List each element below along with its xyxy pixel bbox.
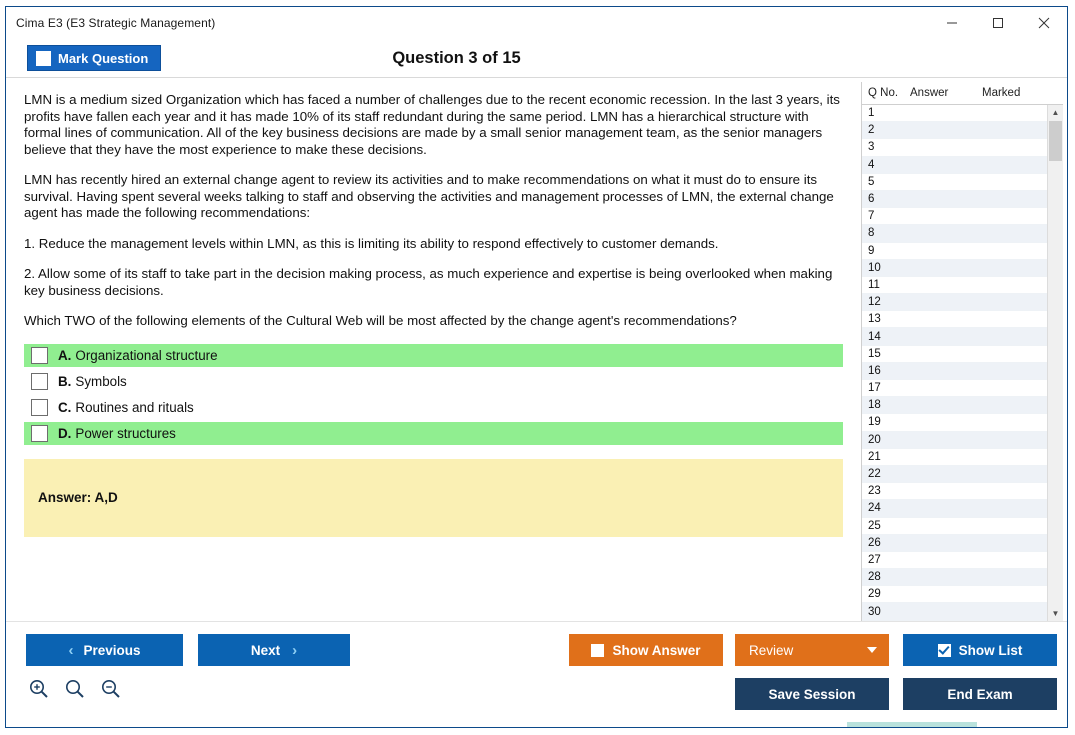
table-row[interactable] [862,397,1047,414]
question-paragraph: LMN is a medium sized Organization which has faced a number of challenges due to the recent economic recession. In the last 3 years, its profits have fallen each year and it has made 10% of its staff redundant during the same period. LMN has a hierarchical structure with formal lines of communication. All of the key business decisions are made by a small senior management team, as the senior managers believe that they have the most experience to make these decisions. [24,92,840,157]
row-question-number: 15 [868,347,881,360]
question-paragraph: LMN has recently hired an external change agent to review its activities and to make recommendations on what it must do to ensure its survival. Having spent several weeks talking to staff and observing the activities and management processes of LMN, the external change agent has made the following recommendations: [24,172,834,220]
row-question-number: 12 [868,296,881,309]
option-c-checkbox[interactable] [31,399,48,416]
question-content [6,78,861,621]
table-row[interactable] [862,363,1047,380]
row-question-number: 9 [868,244,875,257]
show-answer-button[interactable] [569,634,723,666]
option-b-checkbox[interactable] [31,373,48,390]
row-question-number: 18 [868,399,881,412]
table-row[interactable] [862,294,1047,311]
table-row[interactable] [862,432,1047,449]
option-b-letter: B. [58,373,72,389]
option-a[interactable] [24,344,843,367]
table-row[interactable] [862,277,1047,294]
table-row[interactable] [862,328,1047,345]
chevron-left-icon: ‹ [68,641,74,659]
question-list-body [862,105,1063,621]
header-band [6,39,1067,78]
review-dropdown[interactable] [735,634,889,666]
end-exam-button[interactable] [903,678,1057,710]
question-pane [6,78,861,621]
row-question-number: 7 [868,210,875,223]
table-row[interactable] [862,518,1047,535]
table-row[interactable] [862,105,1047,122]
row-question-number: 29 [868,588,881,601]
question-list-scrollbar[interactable] [1047,105,1063,621]
chevron-down-icon [867,647,877,653]
row-question-number: 26 [868,536,881,549]
answer-panel [24,459,843,537]
row-question-number: 5 [868,175,875,188]
row-question-number: 10 [868,261,881,274]
option-d-text: Power structures [75,425,176,441]
option-a-letter: A. [58,347,72,363]
table-row[interactable] [862,466,1047,483]
footer-toolbar [6,621,1067,727]
table-row[interactable] [862,500,1047,517]
row-question-number: 3 [868,141,875,154]
minimize-icon [946,17,958,29]
question-paragraph: Which TWO of the following elements of the Cultural Web will be most affected by the change agent's recommendations? [24,313,737,328]
page-title: Question 3 of 15 [392,48,521,67]
window-controls [929,7,1067,39]
row-question-number: 16 [868,364,881,377]
show-list-checkbox-icon[interactable] [938,644,951,657]
table-row[interactable] [862,174,1047,191]
mark-question-button[interactable] [27,45,161,71]
table-row[interactable] [862,535,1047,552]
maximize-icon [992,17,1004,29]
scrollbar-thumb[interactable] [1049,121,1062,161]
table-row[interactable] [862,260,1047,277]
column-header-qno: Q No. [868,87,899,99]
zoom-in-icon[interactable] [28,678,50,700]
scroll-up-button[interactable]: ▲ [1048,105,1063,120]
question-list[interactable] [862,105,1047,621]
decorative-strip [847,722,977,727]
option-c-letter: C. [58,399,72,415]
row-question-number: 24 [868,502,881,515]
table-row[interactable] [862,346,1047,363]
mark-question-label: Mark Question [58,50,149,66]
next-label: Next [250,642,281,658]
option-d[interactable] [24,422,843,445]
option-d-letter: D. [58,425,72,441]
save-session-label: Save Session [768,686,856,702]
table-row[interactable] [862,380,1047,397]
show-answer-label: Show Answer [612,642,701,658]
row-question-number: 14 [868,330,881,343]
close-icon [1038,17,1050,29]
table-row[interactable] [862,208,1047,225]
table-row[interactable] [862,225,1047,242]
table-row[interactable] [862,191,1047,208]
option-b[interactable] [24,370,843,393]
table-row[interactable] [862,243,1047,260]
question-paragraph: 2. Allow some of its staff to take part in the decision making process, as much experience and expertise is being overlooked when making key business decisions. [24,266,833,298]
row-question-number: 27 [868,553,881,566]
row-question-number: 13 [868,313,881,326]
review-label: Review [749,642,794,658]
option-c-text: Routines and rituals [75,399,194,415]
table-row[interactable] [862,569,1047,586]
row-question-number: 19 [868,416,881,429]
row-question-number: 28 [868,571,881,584]
question-paragraph: 1. Reduce the management levels within LMN, as this is limiting its ability to respond effectively to customer demands. [24,235,719,251]
mark-question-checkbox-icon[interactable] [36,51,51,66]
row-question-number: 2 [868,124,875,137]
option-d-checkbox[interactable] [31,425,48,442]
option-d-label [58,426,176,441]
table-row[interactable] [862,552,1047,569]
show-list-label: Show List [958,642,1023,658]
show-answer-checkbox-icon[interactable] [591,644,604,657]
window-title: Cima E3 (E3 Strategic Management) [16,16,216,30]
exam-window [5,6,1068,728]
row-question-number: 21 [868,450,881,463]
answer-options [24,344,843,445]
zoom-controls [28,678,122,700]
option-b-text: Symbols [75,373,127,389]
zoom-out-icon[interactable] [100,678,122,700]
row-question-number: 22 [868,468,881,481]
table-row[interactable] [862,603,1047,620]
table-row[interactable] [862,483,1047,500]
scroll-down-button[interactable]: ▼ [1048,606,1063,621]
save-session-button[interactable] [735,678,889,710]
show-list-button[interactable] [903,634,1057,666]
row-question-number: 1 [868,107,875,120]
row-question-number: 11 [868,278,880,291]
previous-button[interactable] [26,634,183,666]
table-row[interactable] [862,586,1047,603]
table-row[interactable] [862,122,1047,139]
row-question-number: 4 [868,158,875,171]
table-row[interactable] [862,414,1047,431]
chevron-right-icon: › [292,641,298,659]
column-header-answer: Answer [910,87,949,99]
next-button[interactable] [198,634,350,666]
row-question-number: 25 [868,519,881,532]
zoom-reset-icon[interactable] [64,678,86,700]
answer-text: Answer: A,D [38,490,118,505]
row-question-number: 23 [868,485,881,498]
body [6,78,1067,621]
option-a-text: Organizational structure [75,347,218,363]
column-header-marked: Marked [982,87,1021,99]
option-a-checkbox[interactable] [31,347,48,364]
table-row[interactable] [862,139,1047,156]
table-row[interactable] [862,157,1047,174]
table-row[interactable] [862,311,1047,328]
option-c[interactable] [24,396,843,419]
option-a-label [58,348,218,363]
row-question-number: 6 [868,193,875,206]
maximize-button[interactable] [975,7,1021,39]
row-question-number: 17 [868,382,881,395]
row-question-number: 30 [868,605,881,618]
title-bar [6,7,1067,39]
question-list-header [862,82,1063,105]
row-question-number: 20 [868,433,881,446]
option-c-label [58,400,194,415]
close-button[interactable] [1021,7,1067,39]
option-b-label [58,374,127,389]
previous-label: Previous [83,642,141,658]
question-list-panel [861,82,1063,621]
end-exam-label: End Exam [947,686,1013,702]
row-question-number: 8 [868,227,875,240]
minimize-button[interactable] [929,7,975,39]
table-row[interactable] [862,449,1047,466]
